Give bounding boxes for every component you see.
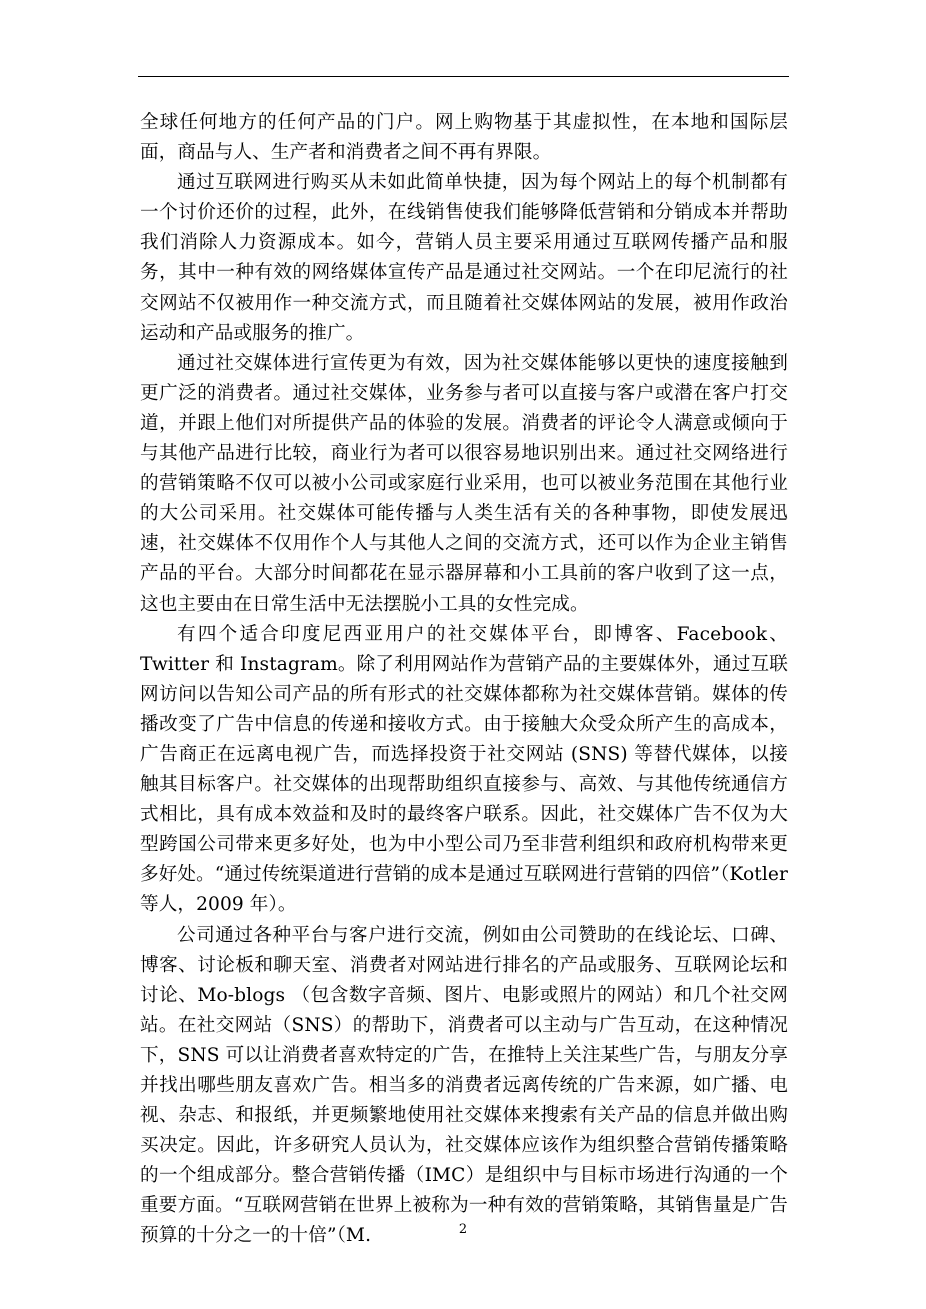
document-body (140, 108, 788, 1252)
paragraph-3: 通过社交媒体进行宣传更为有效，因为社交媒体能够以更快的速度接触到更广泛的消费者。通过社交媒体，业务参与者可以直接与客户或潜在客户打交道，并跟上他们对所提供产品的体验的发展。消费者的评论令人满意或倾向于与其他产品进行比较，商业行为者可以很容易地识别出来。通过社交网络进行的营销策略不仅可以被小公司或家庭行业采用，也可以被业务范围在其他行业的大公司采用。社交媒体可能传播与人类生活有关的各种事物，即使发展迅速，社交媒体不仅用作个人与其他人之间的交流方式，还可以作为企业主销售产品的平台。大部分时间都花在显示器屏幕和小工具前的客户收到了这一点，这也主要由在日常生活中无法摆脱小工具的女性完成。 (140, 352, 788, 615)
paragraph-5: 公司通过各种平台与客户进行交流，例如由公司赞助的在线论坛、口碑、博客、讨论板和聊天室、消费者对网站进行排名的产品或服务、互联网论坛和讨论、Mo-blogs （包含数字音频、图片、电影或照片的网站）和几个社交网站。在社交网站（SNS）的帮助下，消费者可以主动与广告互动，在这种情况下，SNS 可以让消费者喜欢特定的广告，在推特上关注某些广告，与朋友分享并找出哪些朋友喜欢广告。相当多的消费者远离传统的广告来源，如广播、电视、杂志、和报纸，并更频繁地使用社交媒体来搜索有关产品的信息并做出购买决定。因此，许多研究人员认为，社交媒体应该作为组织整合营销传播策略的一个组成部分。整合营销传播（IMC）是组织中与目标市场进行沟通的一个重要方面。“互联网营销在世界上被称为一种有效的营销策略，其销售量是广告预算的十分之一的十倍”（M. (140, 924, 788, 1247)
paragraph-2: 通过互联网进行购买从未如此简单快捷，因为每个网站上的每个机制都有一个讨价还价的过程，此外，在线销售使我们能够降低营销和分销成本并帮助我们消除人力资源成本。如今，营销人员主要采用通过互联网传播产品和服务，其中一种有效的网络媒体宣传产品是通过社交网站。一个在印尼流行的社交网站不仅被用作一种交流方式，而且随着社交媒体网站的发展，被用作政治运动和产品或服务的推广。 (140, 172, 788, 344)
header-rule (138, 76, 789, 77)
page-number: 2 (458, 1222, 468, 1237)
paragraph-4: 有四个适合印度尼西亚用户的社交媒体平台，即博客、Facebook、Twitter 和 Instagram。除了利用网站作为营销产品的主要媒体外，通过互联网访问以告知公司产品的所有形式的社交媒体都称为社交媒体营销。媒体的传播改变了广告中信息的传递和接收方式。由于接触大众受众所产生的高成本，广告商正在远离电视广告，而选择投资于社交网站 (SNS) 等替代媒体，以接触其目标客户。社交媒体的出现帮助组织直接参与、高效、与其他传统通信方式相比，具有成本效益和及时的最终客户联系。因此，社交媒体广告不仅为大型跨国公司带来更多好处，也为中小型公司乃至非营利组织和政府机构带来更多好处。“通过传统渠道进行营销的成本是通过互联网进行营销的四倍”（Kotler 等人，2009 年）。 (140, 623, 788, 916)
paragraph-1: 全球任何地方的任何产品的门户。网上购物基于其虚拟性，在本地和国际层面，商品与人、生产者和消费者之间不再有界限。 (140, 112, 788, 164)
